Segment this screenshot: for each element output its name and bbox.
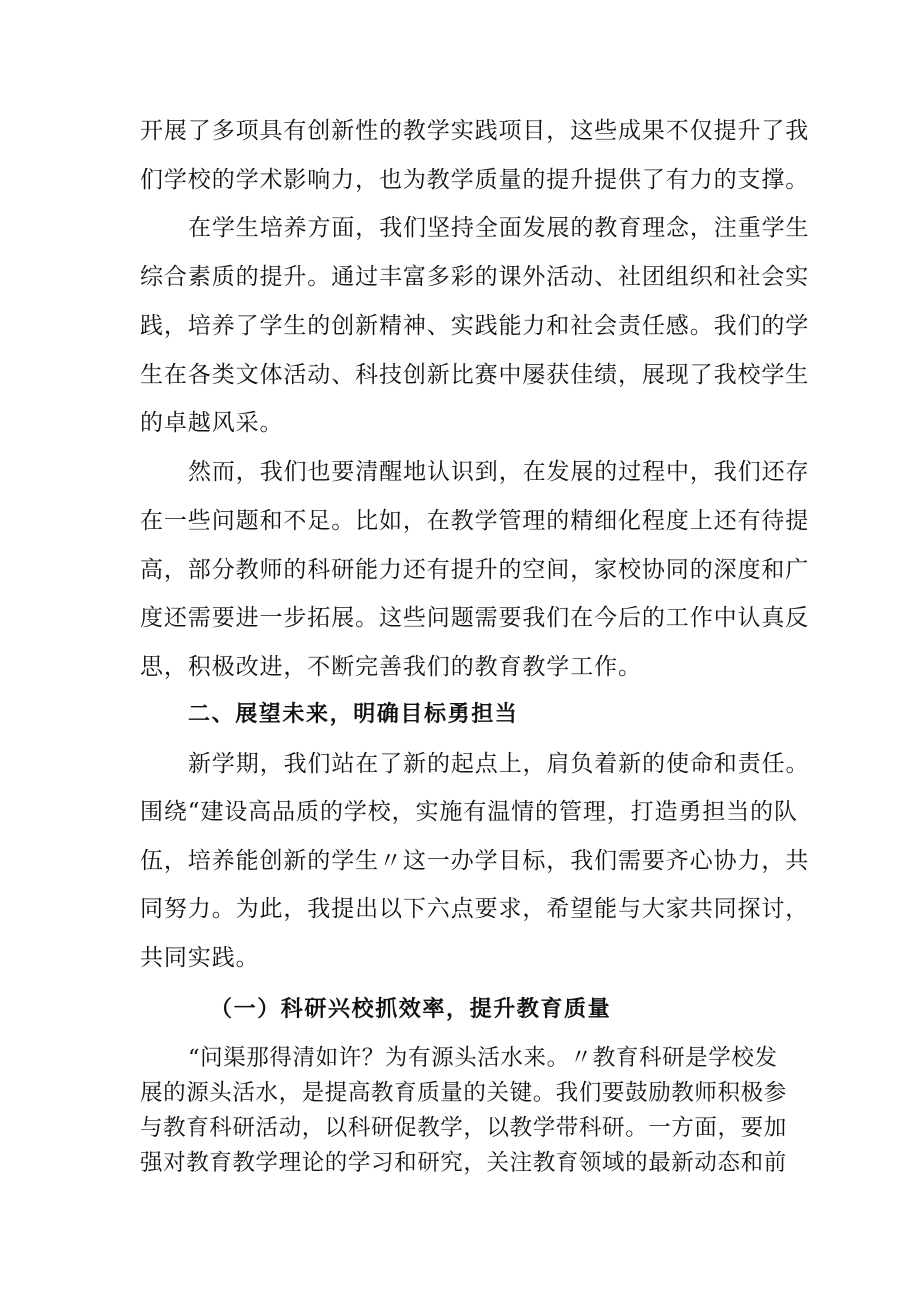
paragraph-line: 们学校的学术影响力，也为教学质量的提升提供了有力的支撑。 <box>140 167 810 193</box>
paragraph-line: 同努力。为此，我提出以下六点要求，希望能与大家共同探讨， <box>140 896 810 922</box>
paragraph-line: 与教育科研活动，以科研促教学，以教学带科研。一方面，要加 <box>140 1115 787 1141</box>
paragraph-line: 在一些问题和不足。比如，在教学管理的精细化程度上还有待提 <box>140 508 810 534</box>
paragraph-line: 高，部分教师的科研能力还有提升的空间，家校协同的深度和广 <box>140 557 810 583</box>
paragraph-line: 度还需要进一步拓展。这些问题需要我们在今后的工作中认真反 <box>140 605 810 631</box>
subsection-heading: （一）科研兴校抓效率，提升教育质量 <box>210 997 612 1022</box>
paragraph-line: 围绕“建设高品质的学校，实施有温情的管理，打造勇担当的队 <box>140 799 798 825</box>
paragraph-line: 展的源头活水，是提高教育质量的关键。我们要鼓励教师积极参 <box>140 1080 787 1106</box>
paragraph-line: 生在各类文体活动、科技创新比赛中屡获佳绩，展现了我校学生 <box>140 362 810 388</box>
paragraph-line: 思，积极改进，不断完善我们的教育教学工作。 <box>140 654 642 680</box>
paragraph-line: 践，培养了学生的创新精神、实践能力和社会责任感。我们的学 <box>140 313 810 339</box>
paragraph-line: 共同实践。 <box>140 945 260 971</box>
paragraph-line: 在学生培养方面，我们坚持全面发展的教育理念，注重学生 <box>188 215 810 241</box>
paragraph-line: 伍，培养能创新的学生〃这一办学目标，我们需要齐心协力，共 <box>140 848 810 874</box>
paragraph-line: “问渠那得清如许？为有源头活水来。〃教育科研是学校发 <box>188 1045 778 1071</box>
paragraph-line: 综合素质的提升。通过丰富多彩的课外活动、社团组织和社会实 <box>140 264 810 290</box>
section-heading: 二、展望未来，明确目标勇担当 <box>188 702 519 727</box>
paragraph-line: 的卓越风采。 <box>140 410 284 436</box>
paragraph-line: 强对教育教学理论的学习和研究，关注教育领域的最新动态和前 <box>140 1150 787 1176</box>
paragraph-line: 开展了多项具有创新性的教学实践项目，这些成果不仅提升了我 <box>140 118 810 144</box>
paragraph-line: 新学期，我们站在了新的起点上，肩负着新的使命和责任。 <box>188 751 810 777</box>
paragraph-line: 然而，我们也要清醒地认识到，在发展的过程中，我们还存 <box>188 459 810 485</box>
